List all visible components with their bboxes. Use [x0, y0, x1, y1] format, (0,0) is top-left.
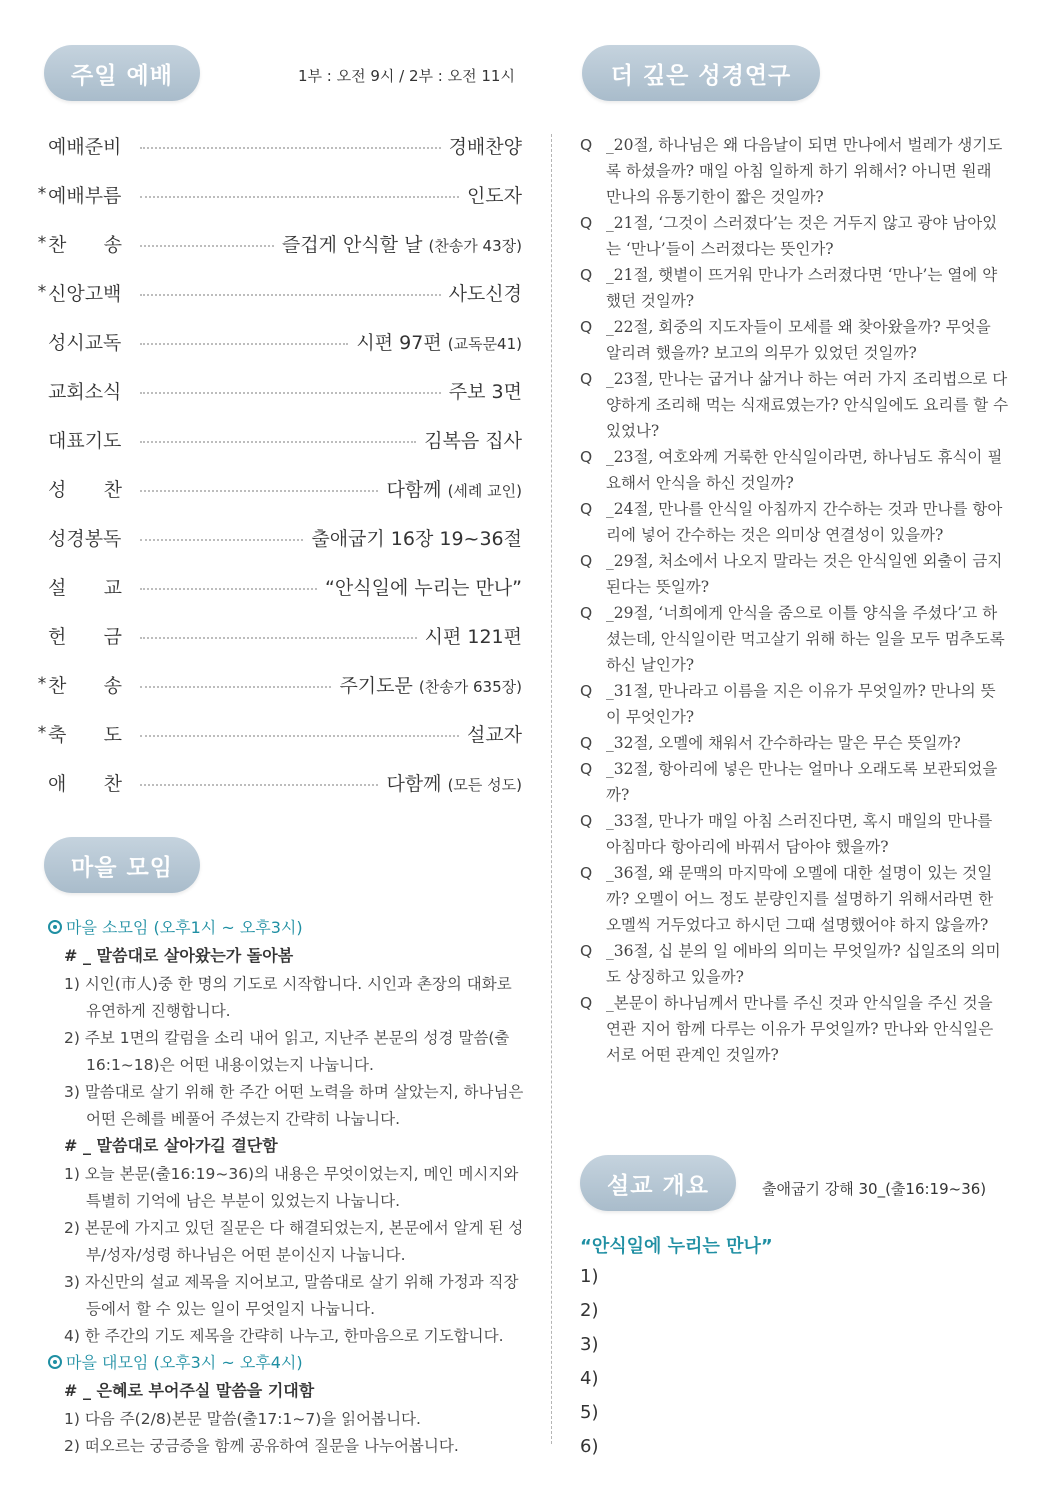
study-question	[580, 548, 1010, 600]
order-label	[48, 769, 130, 796]
order-label: 예배부름	[48, 184, 122, 207]
study-question	[580, 262, 1010, 314]
meeting-item: 2) 떠오르는 궁금증을 함께 공유하여 질문을 나누어봅니다.	[64, 1437, 459, 1455]
study-question	[580, 496, 1010, 548]
order-label-char: 찬	[48, 674, 67, 697]
order-value	[325, 573, 522, 600]
meeting-section-heading-text: 마을 대모임 (오후3시 ~ 오후4시)	[66, 1353, 303, 1372]
worship-title-badge	[44, 45, 200, 101]
sermon-point-blank: 5)	[580, 1402, 599, 1423]
worship-times: 1부 : 오전 9시 / 2부 : 오전 11시	[298, 67, 515, 85]
meeting-item: 2) 본문에 가지고 있던 질문은 다 해결되었는지, 본문에서 알게 된 성부/성자/성령 하나님은 어떤 분이신지 나눕니다.	[64, 1219, 524, 1264]
leader-dots	[140, 342, 348, 345]
question-mark-label: Q	[580, 552, 593, 570]
study-question-text: _20절, 하나님은 왜 다음날이 되면 만나에서 벌레가 생기도록 하셨을까? 매일 아침 일하게 하기 위해서? 아니면 원래 만나의 유통기한이 짧은 것일까?	[606, 136, 1003, 206]
order-value-note: (찬송가 635장)	[418, 677, 522, 696]
meeting-section-heading	[48, 917, 526, 939]
order-value-text: 주기도문	[339, 674, 413, 697]
order-label-char: 성	[48, 478, 67, 501]
order-label: 신앙고백	[48, 282, 122, 305]
leader-dots	[140, 538, 303, 541]
study-question	[580, 678, 1010, 730]
sermon-title: 설교 개요	[607, 1172, 709, 1199]
worship-order-row	[36, 669, 522, 699]
order-label: 성경봉독	[48, 527, 122, 550]
order-value	[425, 622, 522, 649]
order-value	[282, 230, 522, 257]
worship-order-row	[36, 326, 522, 356]
meeting-section-heading-text: 마을 소모임 (오후1시 ~ 오후3시)	[66, 918, 303, 937]
order-value-text: “안식일에 누리는 만나”	[325, 576, 522, 599]
study-question-text: _24절, 만나를 안식일 아침까지 간수하는 것과 만나를 항아리에 넣어 간수하는 것은 의미상 연결성이 있을까?	[606, 500, 1003, 544]
worship-order-row	[36, 473, 522, 503]
question-mark-label: Q	[580, 864, 593, 882]
order-value-text: 사도신경	[448, 282, 522, 305]
meeting-item: 1) 시인(市人)중 한 명의 기도로 시작합니다. 시인과 촌장의 대화로 유연하게 진행합니다.	[64, 975, 512, 1020]
worship-order-row	[36, 179, 522, 209]
meeting-item: 3) 자신만의 설교 제목을 지어보고, 말씀대로 살기 위해 가정과 직장 등에서 할 수 있는 일이 무엇일지 나눕니다.	[64, 1273, 519, 1318]
leader-dots	[140, 685, 331, 688]
leader-dots	[140, 244, 274, 247]
study-question-text: _33절, 만나가 매일 아침 스러진다면, 혹시 매일의 만나를 아침마다 항아리에 바꿔서 담아야 했을까?	[606, 812, 993, 856]
study-title: 더 깊은 성경연구	[610, 62, 792, 89]
meeting-item: 4) 한 주간의 기도 제목을 간략히 나누고, 한마음으로 기도합니다.	[64, 1327, 504, 1345]
study-question	[580, 210, 1010, 262]
meeting-item: 2) 주보 1면의 칼럼을 소리 내어 읽고, 지난주 본문의 성경 말씀(출16:1~18)은 어떤 내용이었는지 나눕니다.	[64, 1029, 510, 1074]
order-label	[48, 475, 130, 502]
study-question	[580, 808, 1010, 860]
order-label-char: 찬	[103, 772, 122, 795]
order-star-mark: *	[37, 674, 47, 694]
question-mark-label: Q	[580, 318, 593, 336]
meeting-subheading: # _ 말씀대로 살아가길 결단함	[64, 1136, 278, 1155]
order-label	[48, 671, 130, 698]
meeting-section-heading	[48, 1352, 526, 1374]
study-question-text: _23절, 여호와께 거룩한 안식일이라면, 하나님도 휴식이 필요해서 안식을 하신 것일까?	[606, 448, 1003, 492]
study-title-badge	[582, 45, 820, 101]
question-mark-label: Q	[580, 604, 593, 622]
order-value-text: 출애굽기 16장 19~36절	[311, 527, 522, 550]
order-value	[311, 524, 522, 551]
question-mark-label: Q	[580, 760, 593, 778]
leader-dots	[140, 440, 416, 443]
order-star-mark: *	[37, 184, 47, 204]
worship-order-row	[36, 130, 522, 160]
order-label-char: 찬	[103, 478, 122, 501]
village-meeting-content	[48, 917, 526, 1460]
sermon-point-blank: 2)	[580, 1300, 599, 1321]
order-star-mark: *	[37, 723, 47, 743]
leader-dots	[140, 587, 317, 590]
worship-order-row	[36, 375, 522, 405]
order-value	[386, 769, 522, 796]
order-value	[424, 426, 522, 453]
study-question-text: _31절, 만나라고 이름을 지은 이유가 무엇일까? 만나의 뜻이 무엇인가?	[606, 682, 996, 726]
leader-dots	[140, 195, 459, 198]
order-value-text: 다함께	[386, 478, 442, 501]
order-value-text: 시편 121편	[424, 625, 522, 648]
order-label	[48, 720, 130, 747]
leader-dots	[140, 293, 441, 296]
question-mark-label: Q	[580, 994, 593, 1012]
question-mark-label: Q	[580, 734, 593, 752]
order-value	[467, 181, 522, 208]
question-mark-label: Q	[580, 942, 593, 960]
sermon-title-badge	[580, 1155, 736, 1211]
order-value-note: (교독문41)	[447, 334, 522, 353]
study-question-text: _36절, 왜 문맥의 마지막에 오멜에 대한 설명이 있는 것일까? 오멜이 어느 정도 분량인지를 설명하기 위해서라면 한 오멜씩 거두었다고 하시던 그때 설명했어야 하지 않을까?	[606, 864, 994, 934]
order-value	[449, 132, 522, 159]
order-label	[48, 573, 130, 600]
order-value-note: (세례 교인)	[447, 481, 522, 500]
order-label	[48, 622, 130, 649]
order-value-note: (찬송가 43장)	[428, 236, 522, 255]
order-value	[449, 279, 522, 306]
question-mark-label: Q	[580, 448, 593, 466]
worship-order-row	[36, 718, 522, 748]
question-mark-label: Q	[580, 682, 593, 700]
study-question	[580, 860, 1010, 938]
study-question-list	[580, 132, 1010, 1068]
leader-dots	[140, 734, 459, 737]
order-label-char: 축	[48, 723, 67, 746]
question-mark-label: Q	[580, 500, 593, 518]
column-divider	[551, 134, 552, 1444]
order-label-char: 애	[48, 772, 67, 795]
order-label: 교회소식	[48, 380, 122, 403]
question-mark-label: Q	[580, 214, 593, 232]
leader-dots	[140, 489, 378, 492]
village-title: 마을 모임	[71, 854, 173, 881]
study-question	[580, 366, 1010, 444]
order-value-text: 다함께	[386, 772, 442, 795]
sermon-point-blank: 4)	[580, 1368, 599, 1389]
study-question-text: _29절, 처소에서 나오지 말라는 것은 안식일엔 외출이 금지된다는 뜻일까?	[606, 552, 1003, 596]
order-label-char: 설	[48, 576, 67, 599]
order-value	[339, 671, 522, 698]
order-value-text: 즐겁게 안식할 날	[281, 233, 423, 256]
order-value-text: 시편 97편	[356, 331, 442, 354]
worship-order-row	[36, 228, 522, 258]
leader-dots	[140, 783, 378, 786]
study-question-text: _본문이 하나님께서 만나를 주신 것과 안식일을 주신 것을 연관 지어 함께 다루는 이유가 무엇일까? 만나와 안식일은 서로 어떤 관계인 것일까?	[606, 994, 994, 1064]
study-question-text: _23절, 만나는 굽거나 삶거나 하는 여러 가지 조리법으로 다양하게 조리해 먹는 식재료였는가? 안식일에도 요리를 할 수 있었나?	[606, 370, 1009, 440]
order-value-text: 경배찬양	[448, 135, 522, 158]
order-label-char: 도	[103, 723, 122, 746]
study-question-text: _29절, ‘너희에게 안식을 줌으로 이틀 양식을 주셨다’고 하셨는데, 안식일이란 먹고살기 위해 하는 일을 모두 멈추도록 하신 날인가?	[606, 604, 1005, 674]
bullet-circle-icon	[48, 920, 62, 934]
order-label-char: 헌	[48, 625, 67, 648]
sermon-subtitle: 출애굽기 강해 30_(출16:19~36)	[762, 1180, 987, 1198]
order-label: 대표기도	[48, 429, 122, 452]
worship-order-row	[36, 767, 522, 797]
village-title-badge	[44, 837, 200, 893]
study-question	[580, 444, 1010, 496]
study-question-text: _32절, 항아리에 넣은 만나는 얼마나 오래도록 보관되었을까?	[606, 760, 998, 804]
order-value-text: 설교자	[466, 723, 522, 746]
worship-order-row	[36, 522, 522, 552]
meeting-item: 1) 다음 주(2/8)본문 말씀(출17:1~7)을 읽어봅니다.	[64, 1410, 421, 1428]
study-question-text: _32절, 오멜에 채워서 간수하라는 말은 무슨 뜻일까?	[606, 734, 961, 752]
study-question	[580, 132, 1010, 210]
leader-dots	[140, 636, 417, 639]
study-question-text: _21절, ‘그것이 스러졌다’는 것은 거두지 않고 광야 남아있는 ‘만나’들이 스러졌다는 뜻인가?	[606, 214, 998, 258]
order-value-note: (모든 성도)	[447, 775, 522, 794]
order-value	[467, 720, 522, 747]
order-label: 성시교독	[48, 331, 122, 354]
study-question	[580, 314, 1010, 366]
bullet-circle-icon	[48, 1355, 62, 1369]
question-mark-label: Q	[580, 266, 593, 284]
sermon-point-blank: 3)	[580, 1334, 599, 1355]
order-value	[386, 475, 522, 502]
order-label-char: 찬	[48, 233, 67, 256]
order-label	[48, 230, 130, 257]
worship-title: 주일 예배	[71, 62, 173, 89]
sermon-point-blank: 6)	[580, 1436, 599, 1457]
question-mark-label: Q	[580, 812, 593, 830]
order-star-mark: *	[37, 233, 47, 253]
worship-order-row	[36, 424, 522, 454]
study-question	[580, 730, 1010, 756]
question-mark-label: Q	[580, 136, 593, 154]
order-label-char: 교	[103, 576, 122, 599]
order-label-char: 송	[103, 674, 122, 697]
order-value-text: 주보 3면	[448, 380, 522, 403]
study-question-text: _21절, 햇볕이 뜨거워 만나가 스러졌다면 ‘만나’는 열에 약했던 것일까?	[606, 266, 998, 310]
worship-order-row	[36, 277, 522, 307]
order-label-char: 금	[103, 625, 122, 648]
question-mark-label: Q	[580, 370, 593, 388]
order-value	[449, 377, 522, 404]
worship-order-row	[36, 620, 522, 650]
worship-order-row	[36, 571, 522, 601]
sermon-heading: “안식일에 누리는 만나”	[580, 1236, 773, 1257]
study-question	[580, 990, 1010, 1068]
study-question	[580, 938, 1010, 990]
order-value-text: 김복음 집사	[424, 429, 522, 452]
meeting-subheading: # _ 말씀대로 살아왔는가 돌아봄	[64, 946, 294, 965]
meeting-item: 1) 오늘 본문(출16:19~36)의 내용은 무엇이었는지, 메인 메시지와 특별히 기억에 남은 부분이 있었는지 나눕니다.	[64, 1165, 519, 1210]
study-question-text: _36절, 십 분의 일 에바의 의미는 무엇일까? 십일조의 의미도 상징하고 있을까?	[606, 942, 1001, 986]
meeting-item: 3) 말씀대로 살기 위해 한 주간 어떤 노력을 하며 살았는지, 하나님은 어떤 은혜를 베풀어 주셨는지 간략히 나눕니다.	[64, 1083, 524, 1128]
study-question	[580, 600, 1010, 678]
order-label: 예배준비	[48, 135, 122, 158]
leader-dots	[140, 391, 441, 394]
study-question-text: _22절, 회중의 지도자들이 모세를 왜 찾아왔을까? 무엇을 알리려 했을까? 보고의 의무가 있었던 것일까?	[606, 318, 991, 362]
meeting-subheading: # _ 은혜로 부어주실 말씀을 기대함	[64, 1381, 315, 1400]
leader-dots	[140, 146, 441, 149]
order-label-char: 송	[103, 233, 122, 256]
order-value-text: 인도자	[466, 184, 522, 207]
sermon-point-blank: 1)	[580, 1266, 599, 1287]
study-question	[580, 756, 1010, 808]
order-value	[356, 328, 522, 355]
order-star-mark: *	[37, 282, 47, 302]
